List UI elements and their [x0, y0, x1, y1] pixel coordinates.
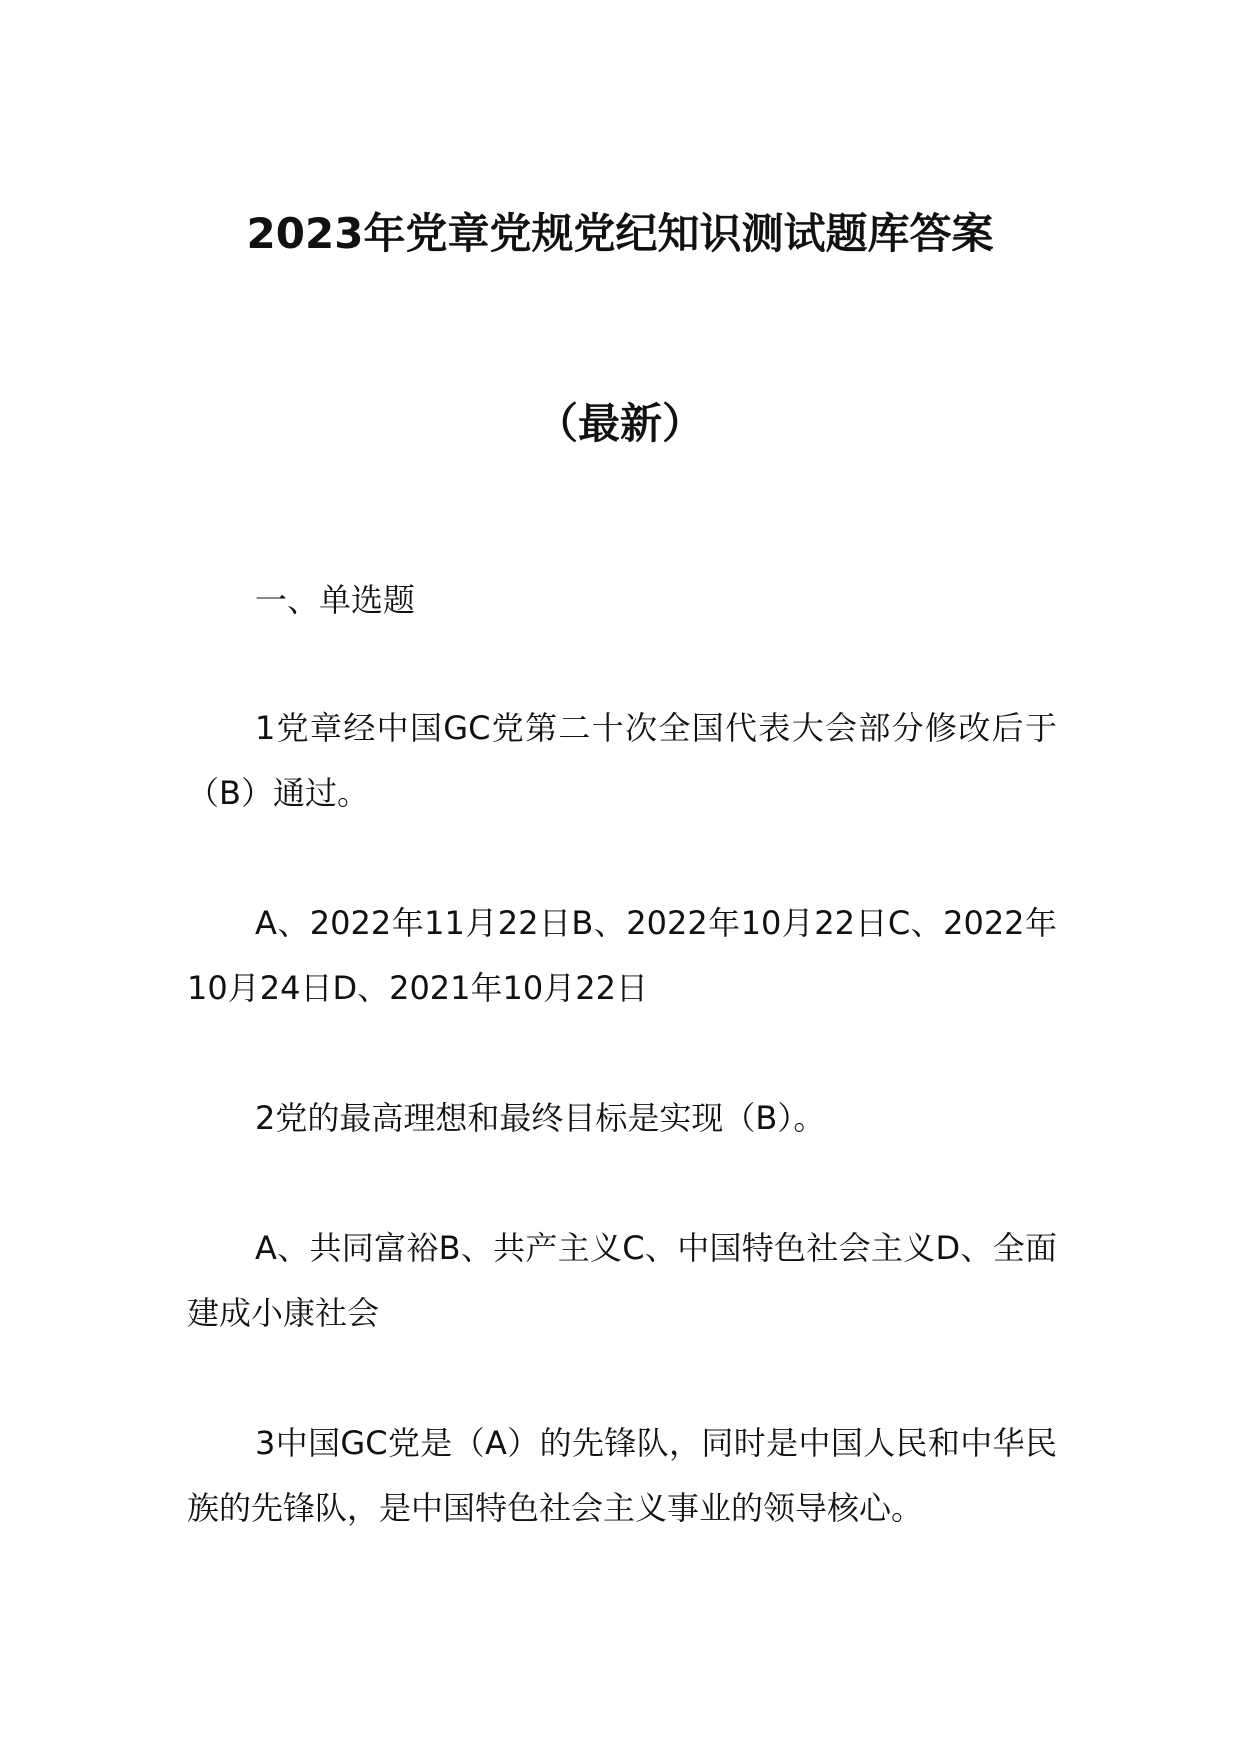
- question-3: 3中国GC党是（A）的先锋队，同时是中国人民和中华民族的先锋队，是中国特色社会主义事业的领导核心。: [187, 1424, 1057, 1527]
- section-heading: 一、单选题: [255, 581, 416, 619]
- document-title: 2023年党章党规党纪知识测试题库答案: [246, 209, 994, 258]
- question-1: 1党章经中国GC党第二十次全国代表大会部分修改后于（B）通过。: [187, 709, 1057, 812]
- document-subtitle: （最新）: [535, 399, 704, 448]
- question-2: 2党的最高理想和最终目标是实现（B）。: [255, 1099, 826, 1137]
- question-1-options: A、2022年11月22日B、2022年10月22日C、2022年10月24日D、2021年10月22日: [187, 904, 1057, 1007]
- question-2-options: A、共同富裕B、共产主义C、中国特色社会主义D、全面建成小康社会: [187, 1229, 1057, 1332]
